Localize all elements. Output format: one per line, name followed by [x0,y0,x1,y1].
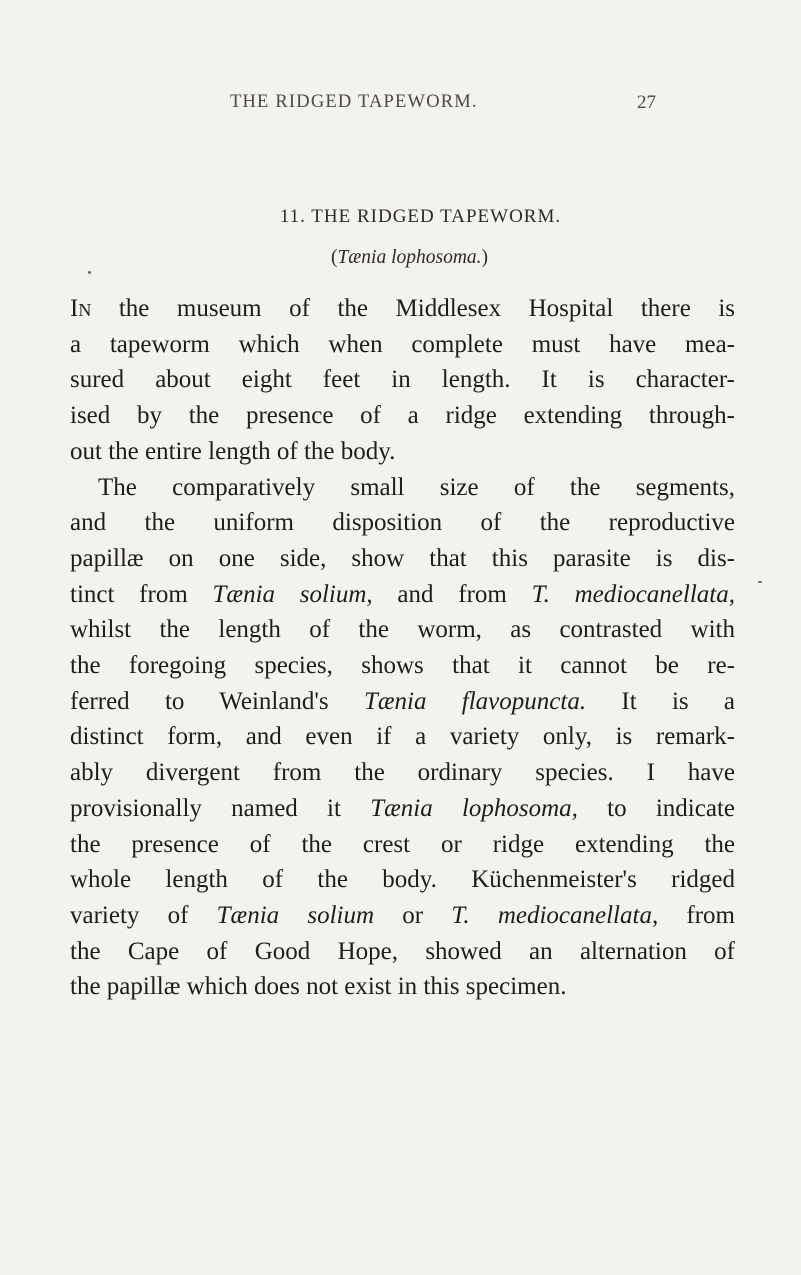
text-line-4: ised by the presence of a ridge extending through- [70,402,735,430]
text-line-3: sured about eight feet in length. It is character- [70,366,735,394]
body-text [70,291,735,1005]
text-line-12-a: ferred to Weinland's [70,687,364,715]
subtitle-close-paren: ) [481,247,489,268]
species-name: T. mediocanellata, [451,901,659,929]
text-line-15 [70,791,735,827]
text-line-14: ably divergent from the ordinary species. I have [70,759,735,787]
chapter-title: 11. THE RIDGED TAPEWORM. [279,206,562,227]
species-name: Tænia solium [216,901,375,929]
text-line-19: the Cape of Good Hope, showed an alternation of [70,937,735,965]
species-name: Tænia solium, [212,580,373,608]
subtitle-open-paren: ( [330,247,338,268]
text-line-7: and the uniform disposition of the reproductive [70,509,735,537]
text-line-20: the papillæ which does not exist in this specimen. [70,973,567,1001]
species-name: Tænia flavopuncta. [363,687,587,715]
text-line-2: a tapeworm which when complete must have mea- [70,330,735,358]
text-line-9-c: and from [372,580,532,608]
subtitle-species-name: Tænia lophosoma. [337,247,482,268]
text-line-1 [70,291,735,327]
text-line-12-c: It is a [586,687,736,715]
text-line-18-a: variety of [70,901,217,929]
chapter-subtitle [0,247,801,269]
species-name: Tænia lophosoma, [370,794,578,822]
page-number: 27 [637,92,656,113]
running-head: THE RIDGED TAPEWORM. [230,92,478,112]
text-line-13: distinct form, and even if a variety only, is remark- [70,723,735,751]
text-line-9 [70,577,735,613]
print-speck [88,271,91,274]
text-line-12 [70,684,735,720]
text-line-18-c: or [374,901,452,929]
text-line-15-a: provisionally named it [70,794,371,822]
text-line-10: whilst the length of the worm, as contrasted with [70,616,735,644]
text-line-17: whole length of the body. Küchenmeister's ridged [70,866,735,894]
drop-word: In [70,295,92,322]
text-line-5: out the entire length of the body. [70,437,396,465]
text-line-6: The comparatively small size of the segments, [98,473,735,501]
text-line-18 [70,898,735,934]
text-line-11: the foregoing species, shows that it cannot be re- [70,652,735,680]
text-line-18-e: from [658,901,736,929]
text-line-16: the presence of the crest or ridge extending the [70,830,735,858]
text-line-15-c: to indicate [577,794,735,822]
print-speck [758,581,762,583]
text-line-8: papillæ on one side, show that this parasite is dis- [70,544,735,572]
text-line-1-rest: the museum of the Middlesex Hospital there is [91,295,735,322]
text-line-9-a: tinct from [70,580,213,608]
species-name: T. mediocanellata, [531,580,735,608]
